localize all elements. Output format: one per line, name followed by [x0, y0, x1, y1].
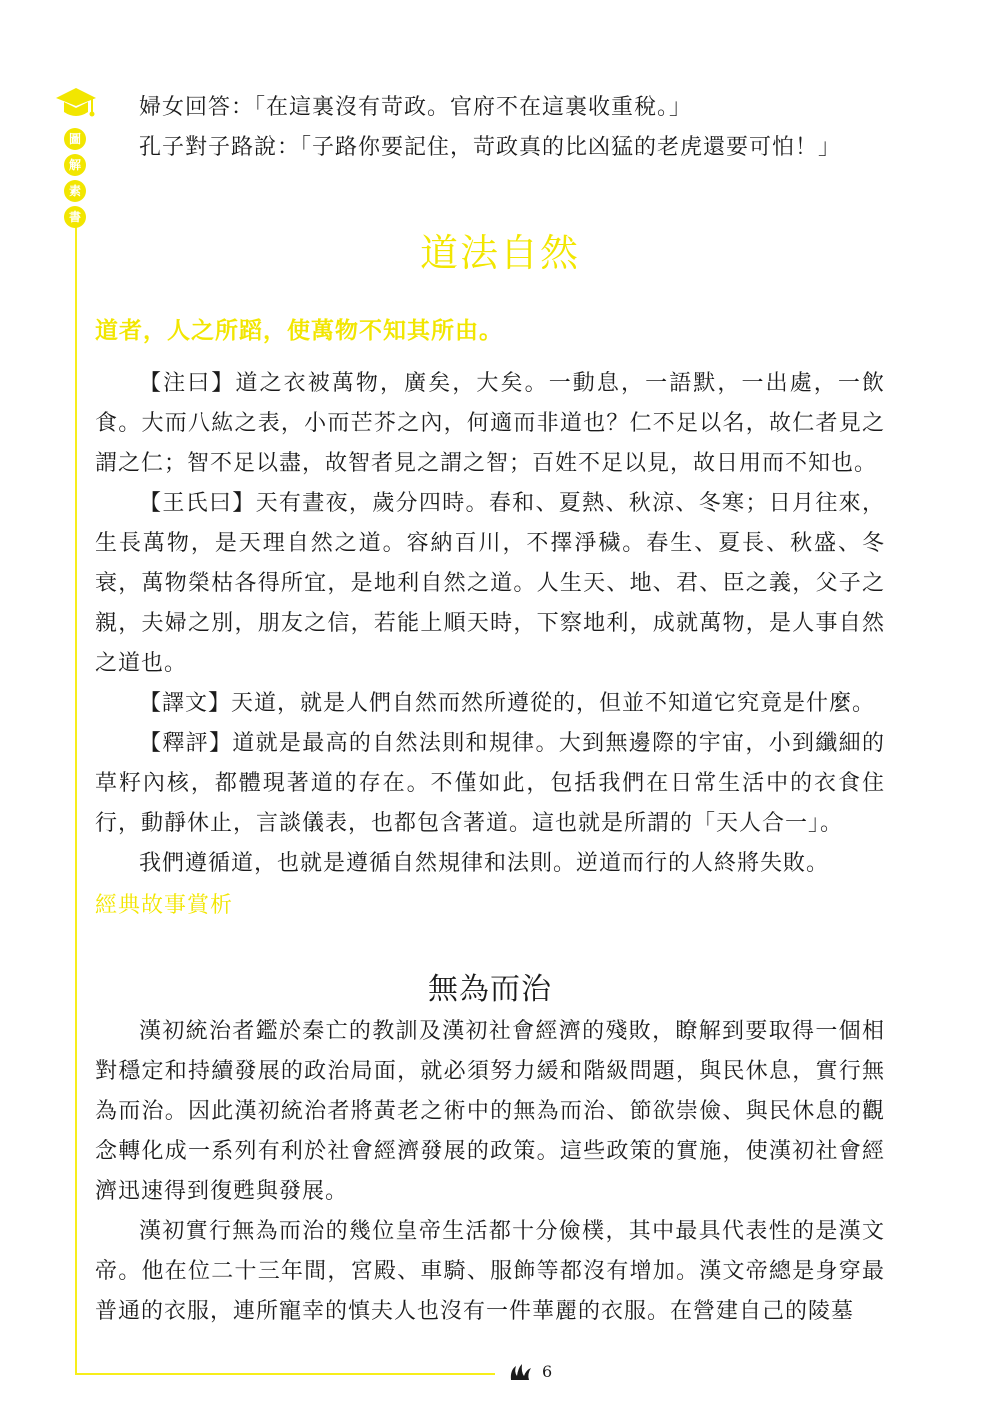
section-title: 道法自然 — [419, 231, 580, 275]
story-section-label: 經典故事賞析 — [95, 893, 234, 918]
dialogue-line: 孔子對子路說：「子路你要記住，苛政真的比凶猛的老虎還要可怕！」 — [139, 135, 842, 160]
annotation-wang: 【王氏曰】天有晝夜，歲分四時。春和、夏熱、秋涼、冬寒；日月往來，生長萬物，是天理自然之道。容納百川，不擇淨穢。春生、夏長、秋盛、冬衰，萬物榮枯各得所宜，是地利自然之道。人生天、地、君、臣之義，父子之親，夫婦之別，朋友之信，若能上順天時，下察地利，成就萬物，是人事自然之道也。 — [95, 491, 885, 676]
story-title: 無為而治 — [428, 972, 552, 1007]
annotation-commentary: 【釋評】道就是最高的自然法則和規律。大到無邊際的宇宙，小到纖細的草籽內核，都體現著道的存在。不僅如此，包括我們在日常生活中的衣食住行，動靜休止，言談儀表，也都包含著道。這也就是所謂的「天人合一」。 — [95, 731, 885, 836]
series-badge: 素 — [64, 180, 86, 202]
page-footer — [508, 1356, 552, 1386]
top-dialogue — [95, 88, 885, 168]
series-badge: 書 — [64, 206, 86, 228]
classic-quote: 道者，人之所蹈，使萬物不知其所由。 — [95, 317, 503, 344]
annotation-conclusion: 我們遵循道，也就是遵循自然規律和法則。逆道而行的人終將失敗。 — [139, 851, 830, 876]
story-paragraph: 漢初統治者鑑於秦亡的教訓及漢初社會經濟的殘敗，瞭解到要取得一個相對穩定和持續發展的政治局面，就必須努力緩和階級問題，與民休息，實行無為而治。因此漢初統治者將黃老之術中的無為而治、節欲崇儉、與民休息的觀念轉化成一系列有利於社會經濟發展的政策。這些政策的實施，使漢初社會經濟迅速得到復甦與發展。 — [95, 1019, 885, 1204]
series-badge: 圖 — [64, 128, 86, 150]
page-frame-vertical-line — [75, 215, 77, 1375]
mortarboard-logo-icon — [52, 82, 100, 122]
page-number: 6 — [542, 1361, 553, 1381]
annotation-translation: 【譯文】天道，就是人們自然而然所遵從的，但並不知道它究竟是什麼。 — [139, 691, 876, 716]
story-paragraph: 漢初實行無為而治的幾位皇帝生活都十分儉樸，其中最具代表性的是漢文帝。他在位二十三年間，宮殿、車騎、服飾等都沒有增加。漢文帝總是身穿最普通的衣服，連所寵幸的慎夫人也沒有一件華麗的衣服。在營建自己的陵墓 — [95, 1219, 885, 1324]
series-badge: 解 — [64, 154, 86, 176]
page-frame-bottom-line — [75, 1373, 495, 1375]
story-body — [95, 1012, 885, 1332]
footer-ornament-icon — [508, 1360, 534, 1382]
dialogue-line: 婦女回答：「在這裏沒有苛政。官府不在這裏收重稅。」 — [139, 95, 693, 120]
series-badges — [64, 128, 88, 232]
annotations — [95, 364, 885, 884]
annotation-zhu: 【注曰】道之衣被萬物，廣矣，大矣。一動息，一語默，一出處，一飲食。大而八紘之表，小而芒芥之內，何適而非道也？仁不足以名，故仁者見之謂之仁；智不足以盡，故智者見之謂之智；百姓不足以見，故日用而不知也。 — [95, 371, 885, 476]
